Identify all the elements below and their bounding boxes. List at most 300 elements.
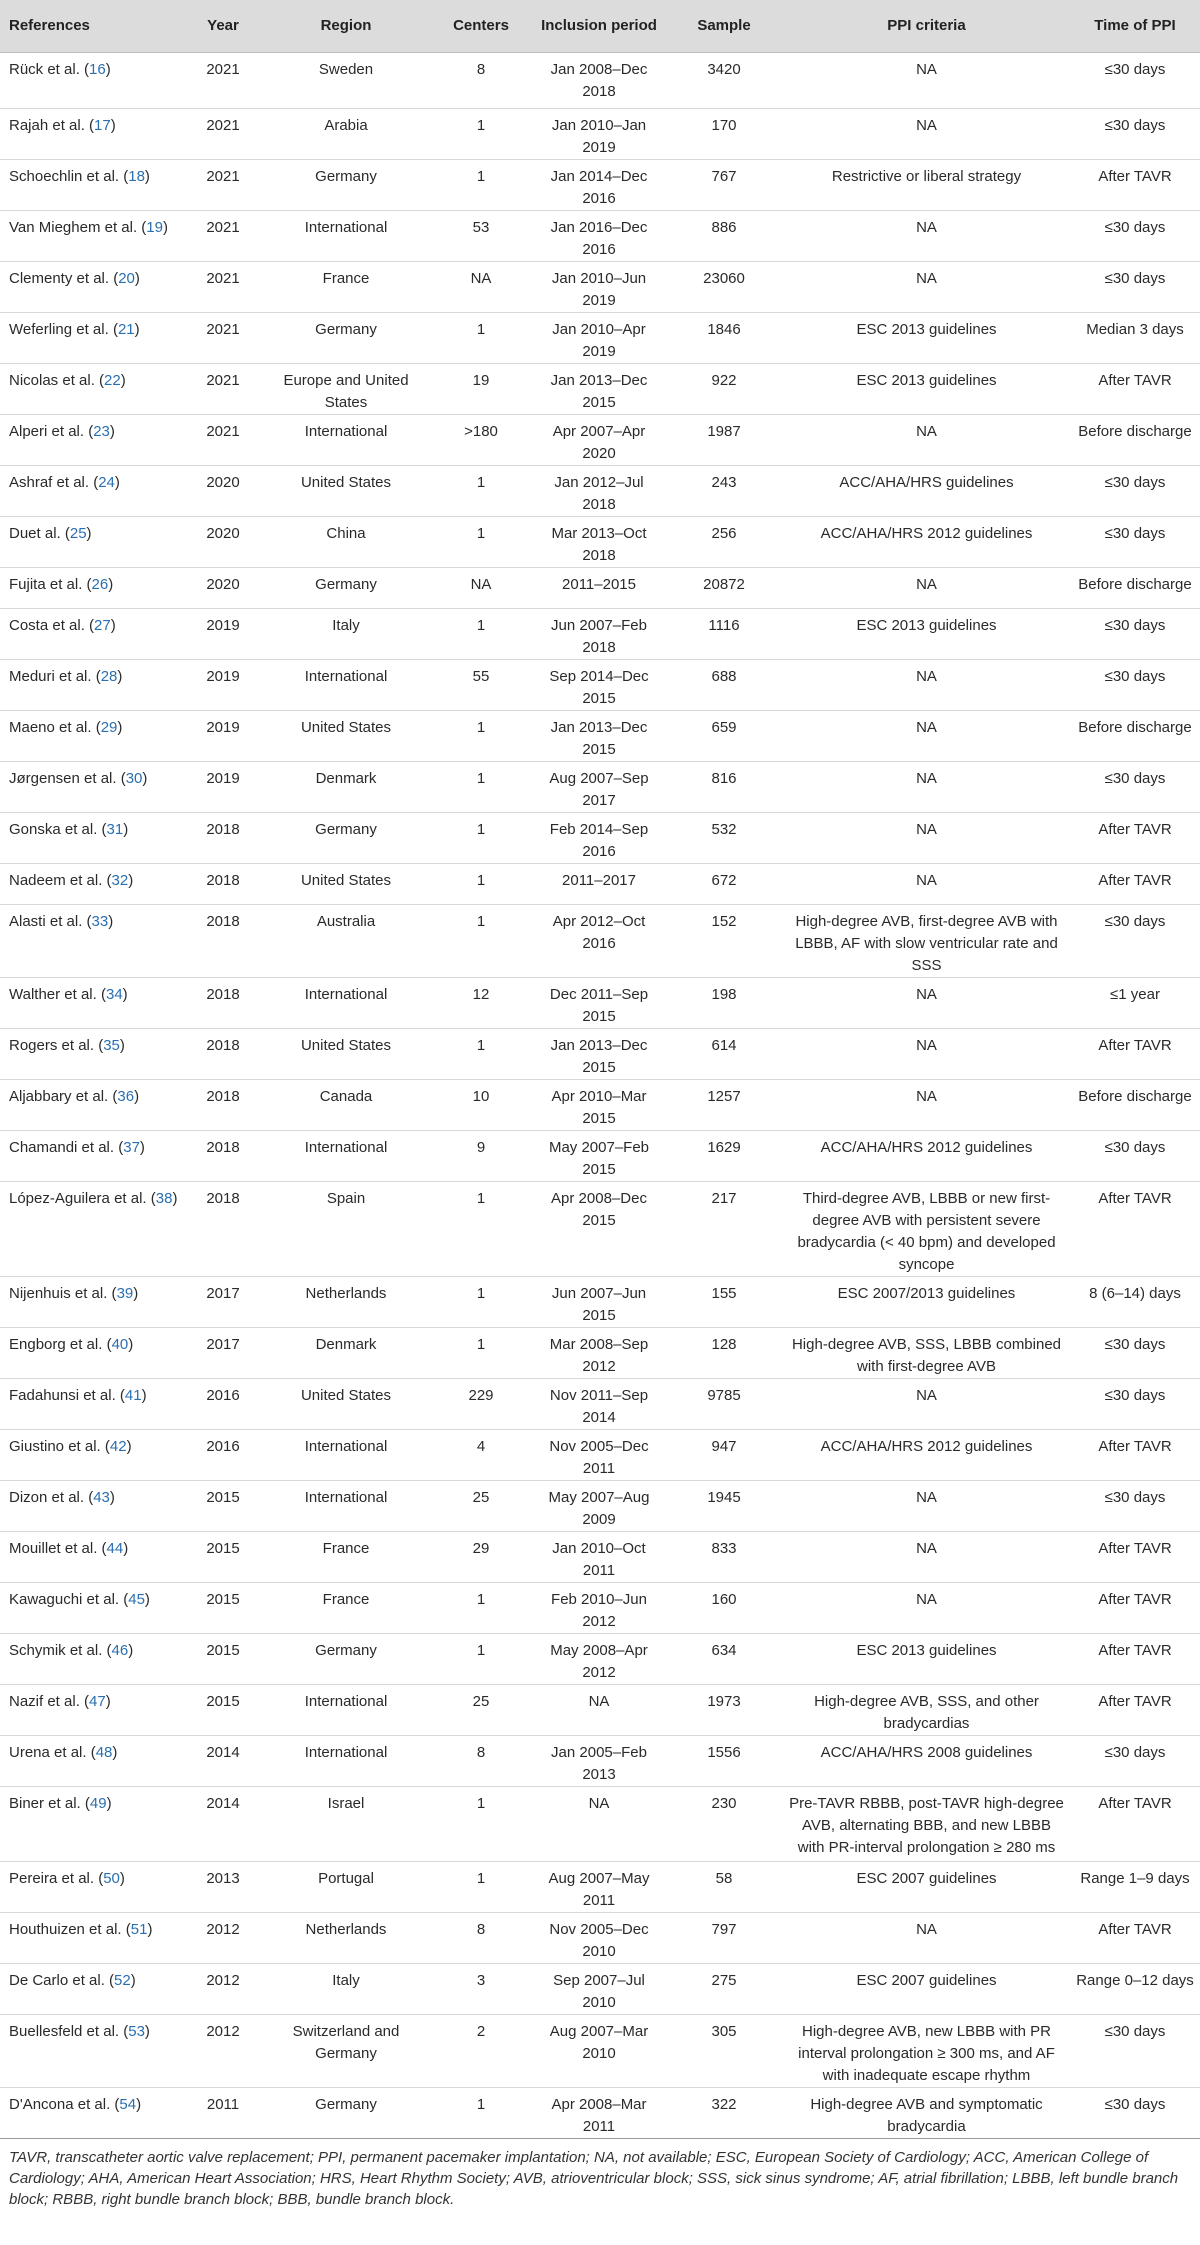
cell-inclusion-period: Jan 2013–Dec 2015 <box>550 1037 648 1076</box>
table-row <box>0 211 1200 262</box>
citation-close-paren: ) <box>134 270 140 287</box>
cell-ppi-criteria: NA <box>916 1489 937 1506</box>
cell-region: Italy <box>332 617 360 634</box>
cell-time-of-ppi: After TAVR <box>1098 1438 1172 1455</box>
cell-year: 2018 <box>206 1088 240 1105</box>
table-row <box>0 1583 1200 1634</box>
cell-region: International <box>304 1693 388 1710</box>
citation-close-paren: ) <box>162 219 168 236</box>
cell-centers: 1 <box>476 1591 486 1608</box>
table-row <box>0 813 1200 864</box>
citation-link[interactable]: 34 <box>105 986 123 1003</box>
citation-link[interactable]: 46 <box>111 1642 129 1659</box>
cell-time-of-ppi: After TAVR <box>1098 168 1172 185</box>
cell-centers: NA <box>470 576 492 593</box>
citation-link[interactable]: 27 <box>94 617 111 634</box>
table-body <box>0 53 1200 2139</box>
cell-inclusion-period: Sep 2007–Jul 2010 <box>553 1972 645 2011</box>
cell-time-of-ppi: ≤30 days <box>1104 1744 1166 1761</box>
citation-link[interactable]: 28 <box>100 668 118 685</box>
cell-ppi-criteria: High-degree AVB, new LBBB with PR interval prolongation ≥ 300 ms, and AF with inadequate escape rhythm <box>798 2023 1055 2084</box>
cell-year: 2021 <box>206 423 240 440</box>
cell-reference <box>0 1328 183 1379</box>
citation-link[interactable]: 21 <box>117 321 135 338</box>
cell-ppi-criteria: NA <box>916 719 937 736</box>
cell-inclusion-period: Aug 2007–Mar 2010 <box>549 2023 649 2062</box>
cell-reference <box>0 905 183 978</box>
cell-centers: 19 <box>472 372 490 389</box>
cell-sample: 816 <box>711 770 737 787</box>
table-row <box>0 978 1200 1029</box>
cell-sample: 58 <box>715 1870 733 1887</box>
cell-reference <box>0 1532 183 1583</box>
citation-close-paren: ) <box>144 1591 150 1608</box>
cell-year: 2018 <box>206 1139 240 1156</box>
cell-inclusion-period: Jan 2008–Dec 2018 <box>550 61 648 100</box>
cell-year: 2015 <box>206 1693 240 1710</box>
citation-link[interactable]: 36 <box>117 1088 135 1105</box>
citation-link[interactable]: 52 <box>114 1972 131 1989</box>
cell-time-of-ppi: ≤30 days <box>1104 219 1166 236</box>
cell-sample: 688 <box>711 668 737 685</box>
table-row <box>0 1787 1200 1862</box>
citation-link[interactable]: 30 <box>125 770 143 787</box>
cell-centers: 1 <box>476 1190 486 1207</box>
cell-ppi-criteria: NA <box>916 668 937 685</box>
cell-year: 2012 <box>206 1921 240 1938</box>
cell-year: 2021 <box>206 168 240 185</box>
citation-link[interactable]: 44 <box>106 1540 124 1557</box>
citation-link[interactable]: 25 <box>69 525 87 542</box>
cell-inclusion-period: May 2007–Aug 2009 <box>548 1489 650 1528</box>
citation-link[interactable]: 53 <box>128 2023 145 2040</box>
citation-link[interactable]: 23 <box>93 423 110 440</box>
citation-link[interactable]: 20 <box>118 270 135 287</box>
citation-close-paren: ) <box>133 1285 139 1302</box>
citation-close-paren: ) <box>144 168 150 185</box>
citation-link[interactable]: 33 <box>91 913 109 930</box>
cell-region: France <box>322 1540 370 1557</box>
citation-close-paren: ) <box>117 668 123 685</box>
citation-link[interactable]: 51 <box>130 1921 148 1938</box>
reference-author: Nicolas et al. ( <box>9 372 105 389</box>
citation-close-paren: ) <box>108 913 114 930</box>
reference-author: Nazif et al. ( <box>9 1693 90 1710</box>
cell-time-of-ppi: After TAVR <box>1098 821 1172 838</box>
cell-centers: 9 <box>476 1139 486 1156</box>
cell-time-of-ppi: After TAVR <box>1098 1921 1172 1938</box>
cell-region: Australia <box>316 913 376 930</box>
cell-ppi-criteria: NA <box>916 1540 937 1557</box>
table-row <box>0 364 1200 415</box>
citation-link[interactable]: 54 <box>119 2096 137 2113</box>
cell-time-of-ppi: Before discharge <box>1078 576 1192 593</box>
citation-link[interactable]: 40 <box>111 1336 129 1353</box>
cell-centers: 10 <box>472 1088 490 1105</box>
cell-centers: 53 <box>472 219 490 236</box>
citation-link[interactable]: 37 <box>123 1139 140 1156</box>
citation-link[interactable]: 29 <box>100 719 118 736</box>
citation-link[interactable]: 31 <box>106 821 124 838</box>
cell-centers: 8 <box>476 1921 486 1938</box>
cell-time-of-ppi: After TAVR <box>1098 1591 1172 1608</box>
cell-reference <box>0 109 183 160</box>
reference-author: Ashraf et al. ( <box>9 474 99 491</box>
cell-sample: 614 <box>711 1037 737 1054</box>
cell-centers: 29 <box>472 1540 490 1557</box>
cell-centers: 1 <box>476 1037 486 1054</box>
cell-year: 2015 <box>206 1591 240 1608</box>
citation-link[interactable]: 42 <box>109 1438 127 1455</box>
cell-reference <box>0 1685 183 1736</box>
table-row <box>0 1029 1200 1080</box>
cell-reference <box>0 1481 183 1532</box>
cell-sample: 160 <box>711 1591 737 1608</box>
reference-author: Rogers et al. ( <box>9 1037 104 1054</box>
cell-inclusion-period: Jan 2010–Jun 2019 <box>551 270 647 309</box>
cell-time-of-ppi: ≤30 days <box>1104 1336 1166 1353</box>
citation-close-paren: ) <box>119 1037 125 1054</box>
cell-sample: 322 <box>711 2096 737 2113</box>
cell-reference <box>0 160 183 211</box>
cell-reference <box>0 415 183 466</box>
reference-author: Van Mieghem et al. ( <box>9 219 147 236</box>
citation-link[interactable]: 26 <box>91 576 109 593</box>
cell-year: 2017 <box>206 1336 240 1353</box>
cell-year: 2021 <box>206 270 240 287</box>
cell-sample: 23060 <box>703 270 745 287</box>
table-row <box>0 1328 1200 1379</box>
cell-region: United States <box>300 872 392 889</box>
citation-close-paren: ) <box>142 770 148 787</box>
cell-centers: 1 <box>476 1642 486 1659</box>
cell-ppi-criteria: ESC 2007/2013 guidelines <box>837 1285 1016 1302</box>
cell-ppi-criteria: NA <box>916 986 937 1003</box>
cell-sample: 243 <box>711 474 737 491</box>
cell-centers: 1 <box>476 117 486 134</box>
table-row <box>0 1532 1200 1583</box>
citation-close-paren: ) <box>109 423 115 440</box>
citation-link[interactable]: 35 <box>103 1037 120 1054</box>
cell-region: Germany <box>315 1642 377 1659</box>
cell-ppi-criteria: NA <box>916 872 937 889</box>
cell-inclusion-period: Aug 2007–Sep 2017 <box>549 770 649 809</box>
cell-time-of-ppi: 8 (6–14) days <box>1089 1285 1181 1302</box>
reference-author: Gonska et al. ( <box>9 821 107 838</box>
cell-inclusion-period: Jan 2012–Jul 2018 <box>554 474 644 513</box>
cell-sample: 9785 <box>707 1387 741 1404</box>
reference-author: Houthuizen et al. ( <box>9 1921 131 1938</box>
cell-time-of-ppi: After TAVR <box>1098 1037 1172 1054</box>
table-row <box>0 568 1200 609</box>
cell-sample: 947 <box>711 1438 737 1455</box>
table-row <box>0 109 1200 160</box>
citation-link[interactable]: 39 <box>116 1285 134 1302</box>
cell-sample: 659 <box>711 719 737 736</box>
table-row <box>0 1430 1200 1481</box>
cell-inclusion-period: Jan 2013–Dec 2015 <box>550 372 648 411</box>
cell-centers: 1 <box>476 617 486 634</box>
cell-ppi-criteria: Third-degree AVB, LBBB or new first-degree AVB with persistent severe bradycardia (< 40 bpm) and developed syncope <box>797 1190 1056 1273</box>
cell-reference <box>0 1862 183 1913</box>
reference-author: Engborg et al. ( <box>9 1336 112 1353</box>
cell-ppi-criteria: NA <box>916 821 937 838</box>
citation-link[interactable]: 45 <box>128 1591 145 1608</box>
cell-sample: 922 <box>711 372 737 389</box>
cell-reference <box>0 660 183 711</box>
citation-link[interactable]: 49 <box>89 1795 107 1812</box>
cell-region: International <box>304 423 388 440</box>
cell-sample: 20872 <box>703 576 745 593</box>
reference-author: Weferling et al. ( <box>9 321 118 338</box>
cell-region: Denmark <box>315 1336 377 1353</box>
reference-author: Buellesfeld et al. ( <box>9 2023 129 2040</box>
cell-region: Sweden <box>318 61 374 78</box>
cell-sample: 767 <box>711 168 737 185</box>
reference-author: Giustino et al. ( <box>9 1438 110 1455</box>
cell-centers: 1 <box>476 1795 486 1812</box>
cell-region: Portugal <box>318 1870 374 1887</box>
cell-time-of-ppi: After TAVR <box>1098 372 1172 389</box>
citation-link[interactable]: 17 <box>94 117 111 134</box>
cell-region: International <box>304 1438 388 1455</box>
cell-centers: 25 <box>472 1489 490 1506</box>
citation-close-paren: ) <box>172 1190 178 1207</box>
header-references: References <box>9 16 90 34</box>
table-row <box>0 864 1200 905</box>
header-year: Year <box>207 16 239 34</box>
cell-sample: 1945 <box>707 1489 741 1506</box>
cell-year: 2017 <box>206 1285 240 1302</box>
cell-reference <box>0 1583 183 1634</box>
cell-time-of-ppi: ≤1 year <box>1110 986 1160 1003</box>
cell-reference <box>0 609 183 660</box>
cell-region: Netherlands <box>305 1285 387 1302</box>
cell-ppi-criteria: ESC 2013 guidelines <box>856 372 997 389</box>
cell-sample: 1556 <box>707 1744 741 1761</box>
cell-centers: 12 <box>472 986 490 1003</box>
cell-inclusion-period: Jan 2005–Feb 2013 <box>551 1744 647 1783</box>
citation-close-paren: ) <box>106 1795 112 1812</box>
cell-reference <box>0 813 183 864</box>
cell-time-of-ppi: Median 3 days <box>1086 321 1184 338</box>
cell-year: 2020 <box>206 525 240 542</box>
cell-inclusion-period: Sep 2014–Dec 2015 <box>549 668 649 707</box>
cell-sample: 1846 <box>707 321 741 338</box>
reference-author: Chamandi et al. ( <box>9 1139 124 1156</box>
citation-close-paren: ) <box>114 474 120 491</box>
reference-author: Urena et al. ( <box>9 1744 96 1761</box>
table-row <box>0 1277 1200 1328</box>
citation-link[interactable]: 19 <box>146 219 163 236</box>
cell-region: United States <box>300 1037 392 1054</box>
citation-link[interactable]: 43 <box>93 1489 110 1506</box>
reference-author: Dizon et al. ( <box>9 1489 94 1506</box>
citation-close-paren: ) <box>134 321 140 338</box>
cell-reference <box>0 1736 183 1787</box>
cell-centers: 8 <box>476 61 486 78</box>
cell-region: Canada <box>319 1088 373 1105</box>
cell-region: China <box>326 525 366 542</box>
cell-reference <box>0 762 183 813</box>
cell-centers: 8 <box>476 1744 486 1761</box>
cell-year: 2021 <box>206 372 240 389</box>
cell-inclusion-period: Feb 2010–Jun 2012 <box>551 1591 647 1630</box>
cell-year: 2019 <box>206 668 240 685</box>
cell-centers: >180 <box>464 423 498 440</box>
cell-inclusion-period: Aug 2007–May 2011 <box>548 1870 650 1909</box>
cell-time-of-ppi: ≤30 days <box>1104 617 1166 634</box>
table-row <box>0 415 1200 466</box>
cell-ppi-criteria: NA <box>916 219 937 236</box>
cell-ppi-criteria: NA <box>916 576 937 593</box>
cell-year: 2013 <box>206 1870 240 1887</box>
cell-inclusion-period: Apr 2010–Mar 2015 <box>551 1088 647 1127</box>
cell-ppi-criteria: ACC/AHA/HRS 2012 guidelines <box>820 1438 1033 1455</box>
cell-sample: 170 <box>711 117 737 134</box>
cell-sample: 198 <box>711 986 737 1003</box>
cell-centers: 1 <box>476 321 486 338</box>
cell-inclusion-period: Jan 2014–Dec 2016 <box>550 168 648 207</box>
cell-time-of-ppi: ≤30 days <box>1104 913 1166 930</box>
cell-inclusion-period: NA <box>588 1795 610 1812</box>
citation-link[interactable]: 16 <box>89 61 106 78</box>
cell-reference <box>0 978 183 1029</box>
cell-centers: 4 <box>476 1438 486 1455</box>
cell-reference <box>0 466 183 517</box>
cell-reference <box>0 1029 183 1080</box>
reference-author: Rajah et al. ( <box>9 117 95 134</box>
citation-close-paren: ) <box>112 1744 118 1761</box>
cell-sample: 152 <box>711 913 737 930</box>
cell-year: 2019 <box>206 617 240 634</box>
cell-ppi-criteria: ESC 2013 guidelines <box>856 1642 997 1659</box>
reference-author: Fujita et al. ( <box>9 576 92 593</box>
cell-ppi-criteria: ACC/AHA/HRS 2012 guidelines <box>820 1139 1033 1156</box>
cell-year: 2019 <box>206 719 240 736</box>
citation-link[interactable]: 22 <box>104 372 121 389</box>
cell-inclusion-period: Apr 2012–Oct 2016 <box>552 913 646 952</box>
cell-sample: 532 <box>711 821 737 838</box>
citation-close-paren: ) <box>110 117 116 134</box>
table-row <box>0 517 1200 568</box>
table-row <box>0 2015 1200 2088</box>
cell-time-of-ppi: ≤30 days <box>1104 1489 1166 1506</box>
cell-year: 2018 <box>206 821 240 838</box>
reference-author: Pereira et al. ( <box>9 1870 104 1887</box>
table-row <box>0 1685 1200 1736</box>
cell-ppi-criteria: NA <box>916 423 937 440</box>
cell-sample: 230 <box>711 1795 737 1812</box>
table-row <box>0 1964 1200 2015</box>
cell-inclusion-period: Feb 2014–Sep 2016 <box>549 821 649 860</box>
cell-ppi-criteria: High-degree AVB and symptomatic bradycardia <box>810 2096 1043 2135</box>
reference-author: Nadeem et al. ( <box>9 872 112 889</box>
citation-close-paren: ) <box>105 61 111 78</box>
table-row <box>0 905 1200 978</box>
citation-link[interactable]: 47 <box>89 1693 106 1710</box>
cell-reference <box>0 1913 183 1964</box>
cell-centers: 25 <box>472 1693 490 1710</box>
citation-close-paren: ) <box>144 2023 150 2040</box>
header-row <box>0 0 1200 53</box>
table-footnote: TAVR, transcatheter aortic valve replacement; PPI, permanent pacemaker implantation; NA, not available; ESC, European Society of Cardiology; ACC, American College of Cardiology; AHA, American Heart Association; HRS, Heart Rhythm Society; AVB, atrioventricular block; SSS, sick sinus syndrome; AF, atrial fibrillation; LBBB, left bundle branch block; RBBB, right bundle branch block; BBB, bundle branch block. <box>9 2149 1179 2208</box>
cell-ppi-criteria: Restrictive or liberal strategy <box>831 168 1022 185</box>
cell-sample: 275 <box>711 1972 737 1989</box>
cell-time-of-ppi: After TAVR <box>1098 1795 1172 1812</box>
table-row <box>0 1182 1200 1277</box>
cell-year: 2014 <box>206 1795 240 1812</box>
reference-author: Jørgensen et al. ( <box>9 770 126 787</box>
cell-reference <box>0 262 183 313</box>
cell-year: 2012 <box>206 2023 240 2040</box>
cell-centers: 1 <box>476 719 486 736</box>
cell-year: 2015 <box>206 1489 240 1506</box>
cell-sample: 833 <box>711 1540 737 1557</box>
citation-close-paren: ) <box>109 1489 115 1506</box>
table-header <box>0 0 1200 53</box>
cell-time-of-ppi: Range 1–9 days <box>1080 1870 1190 1887</box>
cell-centers: 1 <box>476 1870 486 1887</box>
citation-close-paren: ) <box>128 872 134 889</box>
cell-reference <box>0 1080 183 1131</box>
cell-centers: 1 <box>476 872 486 889</box>
cell-inclusion-period: Jan 2010–Jan 2019 <box>551 117 647 156</box>
cell-time-of-ppi: ≤30 days <box>1104 2096 1166 2113</box>
cell-region: International <box>304 986 388 1003</box>
cell-region: International <box>304 1744 388 1761</box>
cell-ppi-criteria: ACC/AHA/HRS 2012 guidelines <box>820 525 1033 542</box>
cell-inclusion-period: May 2007–Feb 2015 <box>548 1139 650 1178</box>
citation-link[interactable]: 38 <box>155 1190 173 1207</box>
table-row <box>0 711 1200 762</box>
cell-sample: 797 <box>711 1921 737 1938</box>
cell-inclusion-period: Jun 2007–Feb 2018 <box>551 617 647 656</box>
cell-ppi-criteria: NA <box>916 1088 937 1105</box>
cell-year: 2014 <box>206 1744 240 1761</box>
cell-ppi-criteria: ACC/AHA/HRS guidelines <box>839 474 1014 491</box>
table-row <box>0 1481 1200 1532</box>
cell-reference <box>0 517 183 568</box>
cell-centers: 1 <box>476 1336 486 1353</box>
cell-sample: 155 <box>711 1285 737 1302</box>
citation-link[interactable]: 18 <box>128 168 145 185</box>
citation-link[interactable]: 50 <box>103 1870 120 1887</box>
cell-centers: 229 <box>468 1387 494 1404</box>
cell-reference <box>0 313 183 364</box>
cell-region: Arabia <box>324 117 368 134</box>
citation-close-paren: ) <box>126 1438 132 1455</box>
cell-year: 2021 <box>206 321 240 338</box>
table-row <box>0 262 1200 313</box>
citation-link[interactable]: 48 <box>95 1744 113 1761</box>
header-inclusion-period: Inclusion period <box>541 16 657 34</box>
cell-year: 2021 <box>206 219 240 236</box>
cell-region: Israel <box>327 1795 365 1812</box>
cell-region: Germany <box>315 2096 377 2113</box>
cell-region: International <box>304 1489 388 1506</box>
cell-reference <box>0 1430 183 1481</box>
reference-author: Clementy et al. ( <box>9 270 119 287</box>
cell-centers: 55 <box>472 668 490 685</box>
citation-link[interactable]: 32 <box>111 872 129 889</box>
table-row <box>0 609 1200 660</box>
citation-link[interactable]: 24 <box>98 474 115 491</box>
citation-link[interactable]: 41 <box>124 1387 142 1404</box>
header-time-of-ppi: Time of PPI <box>1094 16 1176 34</box>
cell-region: France <box>322 1591 370 1608</box>
reference-author: Aljabbary et al. ( <box>9 1088 118 1105</box>
